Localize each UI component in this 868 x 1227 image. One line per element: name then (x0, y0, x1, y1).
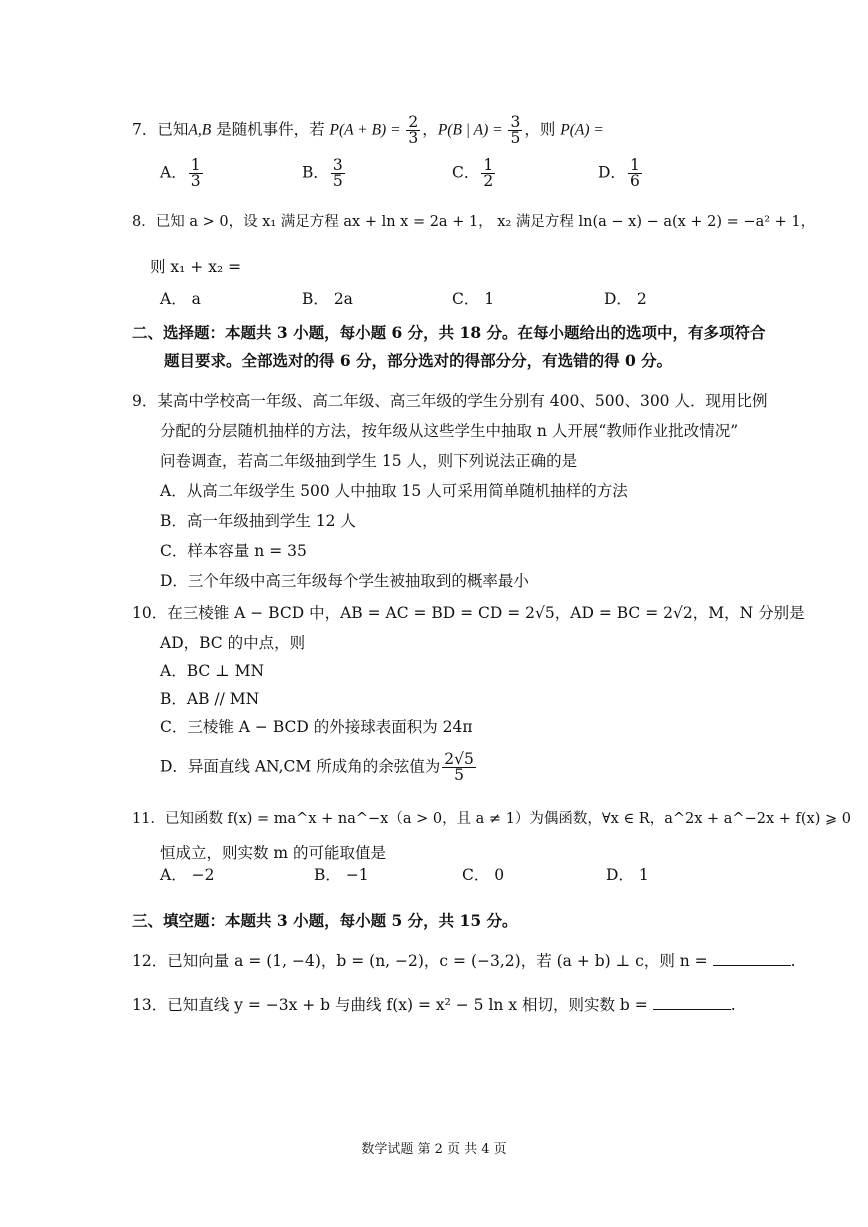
numerator: 3 (510, 113, 521, 131)
denominator: 5 (510, 129, 521, 147)
q11-option-d: D． 1 (606, 866, 649, 884)
q13-text: 13．已知直线 y = −3x + b 与曲线 f(x) = x² − 5 ln x 相切，则实数 b = (132, 996, 648, 1014)
q10-option-b: B．AB // MN (160, 690, 260, 708)
q11-option-a: A． −2 (160, 866, 215, 884)
option-label: D． (598, 163, 626, 182)
q10-stem-line1: 10．在三棱锥 A − BCD 中，AB = AC = BD = CD = 2√5，AD = BC = 2√2，M，N 分别是 (132, 604, 805, 622)
answer-blank[interactable] (653, 995, 731, 1010)
page-footer: 数学试题 第 2 页 共 4 页 (361, 1142, 507, 1157)
q7-option-a (160, 158, 205, 189)
q7-text: ，则 (524, 120, 561, 139)
q11-option-b: B． −1 (314, 866, 369, 884)
q7-text: 7．已知 (132, 120, 189, 139)
q8-option-a: A． a (160, 290, 201, 308)
denominator: 6 (629, 172, 640, 190)
q9-stem-line3: 问卷调查，若高二年级抽到学生 15 人，则下列说法正确的是 (160, 452, 578, 470)
q8-option-c: C． 1 (452, 290, 495, 308)
q8-stem-line2: 则 x₁ + x₂ = (150, 258, 242, 276)
q9-option-d: D．三个年级中高三年级每个学生被抽取到的概率最小 (160, 572, 529, 590)
q12-stem (132, 950, 796, 972)
q13-stem (132, 994, 736, 1016)
numerator: 3 (332, 156, 343, 174)
q9-option-a: A．从高二年级学生 500 人中抽取 15 人可采用简单随机抽样的方法 (160, 482, 628, 500)
q9-stem-line2: 分配的分层随机抽样的方法，按年级从这些学生中抽取 n 人开展“教师作业批改情况” (160, 422, 739, 440)
q10-option-a: A．BC ⊥ MN (160, 662, 265, 680)
section-2-heading: 二、选择题：本题共 3 小题，每小题 6 分，共 18 分。在每小题给出的选项中，有多项符合 (132, 323, 766, 342)
q7-prob-union: P(A + B) = (329, 121, 405, 139)
section-2-heading-cont: 题目要求。全部选对的得 6 分，部分选对的得部分分，有选错的得 0 分。 (164, 351, 673, 370)
q11-stem-line1: 11．已知函数 f(x) = ma^x + na^−x（a > 0，且 a ≠ 1）为偶函数，∀x ∈ R，a^2x + a^−2x + f(x) ⩾ 0 (132, 811, 851, 827)
denominator: 5 (332, 172, 343, 190)
q11-stem-line2: 恒成立，则实数 m 的可能取值是 (160, 844, 387, 862)
period: . (790, 952, 796, 970)
q8-option-d: D． 2 (604, 290, 647, 308)
option-label: B． (302, 163, 329, 182)
q7-events: A,B (188, 121, 212, 139)
q7-option-b (302, 158, 347, 189)
numerator: 2√5 (444, 750, 474, 768)
option-label: C． (452, 163, 480, 182)
q12-text: 12．已知向量 a = (1, −4)，b = (n, −2)，c = (−3,2)，若 (a + b) ⊥ c，则 n = (132, 952, 708, 970)
q7-option-d (598, 158, 644, 189)
q11-option-c: C． 0 (462, 866, 505, 884)
q7-cond-prob: P(B | A) = (437, 121, 507, 139)
denominator: 3 (408, 129, 419, 147)
q7-text: ， (422, 120, 438, 139)
q9-option-c: C．样本容量 n = 35 (160, 542, 307, 560)
denominator: 2 (483, 172, 494, 190)
q9-stem-line1: 9．某高中学校高一年级、高二年级、高三年级的学生分别有 400、500、300 人．现用比例 (132, 392, 768, 410)
q10-option-d (160, 752, 478, 783)
q10-stem-line2: AD，BC 的中点，则 (160, 634, 306, 652)
q7-fraction-2 (508, 115, 522, 146)
answer-blank[interactable] (713, 951, 791, 966)
numerator: 1 (190, 156, 201, 174)
q7-prob-a: P(A) = (560, 121, 604, 139)
q8-option-b: B． 2a (302, 290, 353, 308)
denominator: 5 (454, 766, 464, 784)
q7-text: 是随机事件，若 (211, 120, 330, 139)
q7-fraction-1 (406, 115, 420, 146)
period: . (730, 996, 736, 1014)
numerator: 2 (408, 113, 419, 131)
q8-stem-line1: 8．已知 a > 0，设 x₁ 满足方程 ax + ln x = 2a + 1， x₂ 满足方程 ln(a − x) − a(x + 2) = −a² + 1， (132, 214, 816, 230)
numerator: 1 (629, 156, 640, 174)
section-3-heading: 三、填空题：本题共 3 小题，每小题 5 分，共 15 分。 (132, 911, 518, 930)
option-label: A． (160, 163, 187, 182)
q9-option-b: B．高一年级抽到学生 12 人 (160, 512, 356, 530)
q7-option-c (452, 158, 497, 189)
option-text: D．异面直线 AN,CM 所成角的余弦值为 (160, 757, 441, 776)
denominator: 3 (190, 172, 201, 190)
q10-option-c: C．三棱锥 A − BCD 的外接球表面积为 24π (160, 718, 473, 736)
numerator: 1 (483, 156, 494, 174)
q7-stem (132, 115, 604, 146)
